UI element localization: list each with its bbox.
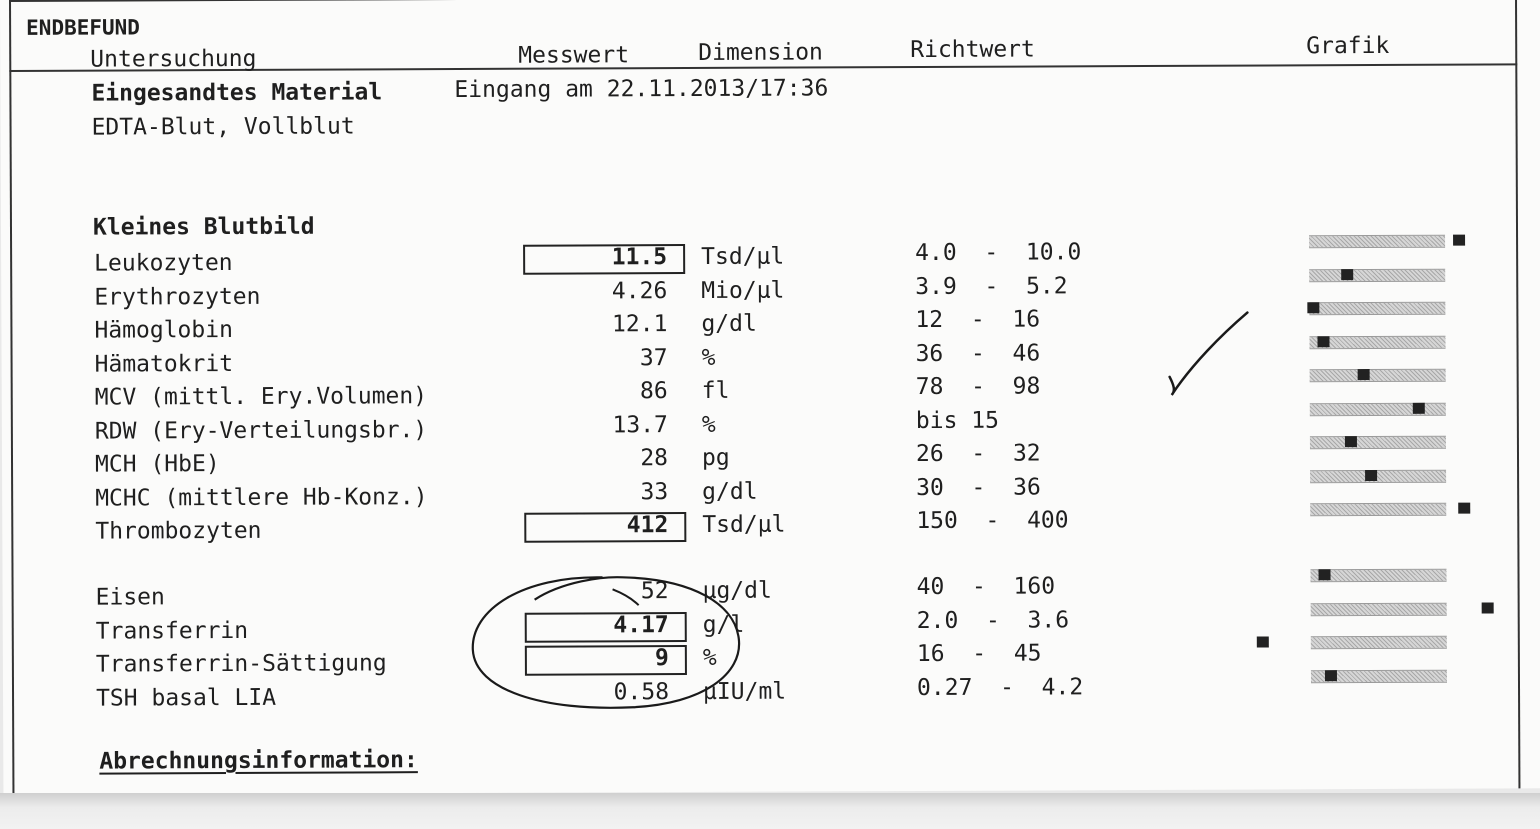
- result-row-reference: 30 - 36: [916, 473, 1041, 501]
- result-row-value: 0.58: [613, 678, 670, 705]
- billing-heading: Abrechnungsinformation:: [99, 747, 418, 775]
- range-marker: [1458, 503, 1470, 514]
- result-row-value: 12.1: [611, 311, 668, 338]
- material-label: Eingesandtes Material: [91, 79, 383, 107]
- range-bar: [1310, 369, 1446, 383]
- result-row-unit: %: [701, 411, 716, 438]
- range-marker: [1257, 636, 1269, 647]
- result-row-reference: 2.0 - 3.6: [916, 606, 1070, 634]
- result-row-value: 86: [639, 378, 668, 405]
- range-marker: [1317, 336, 1329, 347]
- result-row-reference: 16 - 45: [916, 640, 1042, 668]
- flag-box: [523, 244, 685, 275]
- result-row-unit: g/dl: [702, 478, 758, 505]
- result-row-name: Transferrin: [95, 617, 249, 645]
- result-row-unit: Tsd/µl: [701, 243, 785, 270]
- range-marker: [1341, 269, 1353, 280]
- column-header-reference: Richtwert: [910, 36, 1035, 64]
- frame-top-line: [9, 0, 1517, 2]
- range-marker: [1481, 602, 1493, 613]
- range-bar: [1310, 569, 1446, 583]
- result-row-unit: %: [702, 644, 717, 671]
- result-row-name: Thrombozyten: [95, 517, 262, 545]
- result-row-value: 4.17: [613, 611, 669, 638]
- range-bar: [1310, 402, 1446, 416]
- range-marker: [1318, 569, 1330, 580]
- result-row-name: Hämoglobin: [94, 316, 233, 344]
- range-bar: [1309, 235, 1445, 249]
- frame-right-line: [1515, 0, 1520, 788]
- report-title: ENDBEFUND: [26, 15, 140, 40]
- result-row-name: Erythrozyten: [94, 283, 261, 311]
- result-row-name: MCHC (mittlere Hb-Konz.): [95, 483, 428, 512]
- range-bar: [1309, 302, 1445, 316]
- result-row-value: 4.26: [611, 277, 668, 304]
- range-bar: [1311, 636, 1447, 650]
- range-marker: [1345, 436, 1357, 447]
- result-row-unit: pg: [701, 444, 730, 471]
- range-bar: [1310, 503, 1446, 517]
- result-row-reference: 150 - 400: [916, 507, 1069, 535]
- result-row-reference: 0.27 - 4.2: [916, 673, 1084, 701]
- result-row-value: 11.5: [611, 244, 668, 271]
- result-row-value: 13.7: [612, 411, 668, 438]
- range-bar: [1310, 436, 1446, 450]
- result-row-reference: 78 - 98: [915, 373, 1041, 401]
- flag-box: [524, 512, 686, 543]
- result-row-value: 52: [640, 578, 669, 605]
- range-bar: [1309, 335, 1445, 349]
- result-row-name: MCV (mittl. Ery.Volumen): [94, 383, 428, 411]
- result-row-reference: 36 - 46: [915, 339, 1041, 367]
- range-marker: [1325, 670, 1337, 681]
- page-fold-shadow: [0, 793, 1540, 829]
- result-row-unit: µIU/ml: [702, 678, 787, 705]
- result-row-value: 33: [640, 478, 669, 505]
- column-header-value: Messwert: [518, 42, 630, 69]
- range-bar: [1310, 469, 1446, 483]
- range-marker: [1453, 235, 1465, 246]
- result-row-unit: g/dl: [701, 310, 757, 337]
- result-row-name: MCH (HbE): [94, 451, 220, 478]
- result-row-value: 9: [654, 645, 669, 672]
- result-row-unit: fl: [701, 377, 730, 404]
- result-row-reference: 3.9 - 5.2: [915, 272, 1068, 300]
- result-row-name: TSH basal LIA: [95, 684, 277, 712]
- column-header-unit: Dimension: [698, 39, 823, 66]
- result-row-value: 37: [639, 344, 668, 371]
- range-marker: [1413, 402, 1425, 413]
- range-bar: [1309, 268, 1445, 282]
- hand-drawn-circle-icon: [462, 569, 753, 720]
- result-row-reference: 12 - 16: [915, 306, 1041, 334]
- result-row-name: RDW (Ery-Verteilungsbr.): [94, 416, 428, 445]
- result-row-unit: %: [701, 344, 716, 371]
- result-row-unit: Tsd/µl: [702, 511, 786, 538]
- result-row-reference: 40 - 160: [916, 573, 1056, 601]
- result-row-reference: bis 15: [915, 407, 999, 434]
- range-marker: [1307, 302, 1319, 313]
- column-header-graphic: Grafik: [1306, 32, 1390, 60]
- result-row-unit: g/l: [702, 611, 745, 638]
- result-row-name: Hämatokrit: [94, 350, 234, 378]
- result-row-value: 412: [626, 512, 669, 539]
- check-mark-icon: [1151, 304, 1261, 404]
- result-row-value: 28: [640, 445, 669, 472]
- range-marker: [1365, 469, 1377, 480]
- section-blood-count: Kleines Blutbild: [92, 213, 315, 241]
- column-header-examination: Untersuchung: [90, 45, 257, 73]
- result-row-name: Eisen: [95, 584, 165, 611]
- result-row-name: Transferrin-Sättigung: [95, 650, 387, 678]
- material-type: EDTA-Blut, Vollblut: [91, 113, 355, 141]
- result-row-unit: µg/dl: [702, 577, 772, 604]
- range-marker: [1358, 369, 1370, 380]
- result-row-unit: Mio/µl: [701, 277, 785, 304]
- material-received: Eingang am 22.11.2013/17:36: [454, 75, 829, 104]
- range-bar: [1311, 602, 1447, 616]
- result-row-name: Leukozyten: [94, 249, 233, 277]
- result-row-reference: 4.0 - 10.0: [915, 239, 1082, 267]
- frame-left-line: [9, 0, 14, 795]
- result-row-reference: 26 - 32: [915, 440, 1041, 468]
